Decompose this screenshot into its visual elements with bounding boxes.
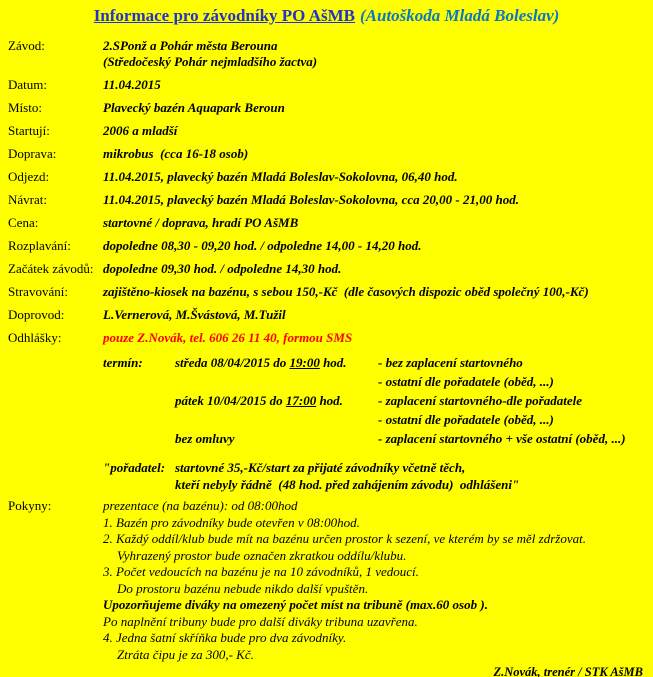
pokyny-line: 4. Jedna šatní skříňka bude pro dva závodníky.: [103, 630, 347, 645]
row-zavod-label: Závod:: [8, 38, 45, 53]
deadline-time-underlined: 19:00: [289, 355, 320, 370]
pokyny-line: Do prostoru bazénu nebude nikdo další vpuštěn.: [117, 580, 369, 596]
row-rozplavani: [8, 238, 653, 254]
row-cena-label: Cena:: [8, 215, 39, 230]
pokyny-line: Vyhrazený prostor bude označen zkratkou oddílu/klubu.: [117, 547, 407, 563]
row-doprovod: [8, 307, 653, 323]
row-stravovani: [8, 284, 653, 300]
row-cena-value: startovné / doprava, hradí PO AšMB: [103, 215, 299, 230]
row-stravovani-value: zajištěno-kiosek na bazénu, s sebou 150,-Kč (dle časových dispozic oběd společný 100,-Kč): [103, 284, 589, 299]
row-zavod: [8, 38, 653, 70]
row-odjezd-value: 11.04.2015, plavecký bazén Mladá Boleslav-Sokolovna, 06,40 hod.: [103, 169, 458, 184]
deadline-date: středa 08/04/2015 do 19:00 hod.: [175, 355, 347, 370]
page-title: [0, 6, 653, 26]
row-misto: [8, 100, 653, 116]
pokyny-line: Po naplnění tribuny bude pro další diváky tribuna uzavřena.: [103, 613, 418, 629]
pokyny-line: 3. Počet vedoucích na bazénu je na 10 závodníků, 1 vedoucí.: [103, 564, 419, 579]
deadline-row: [103, 353, 653, 372]
row-stravovani-label: Stravování:: [8, 284, 68, 299]
poradatel-label: "pořadatel:: [103, 460, 166, 475]
deadline-row: [103, 372, 653, 391]
row-doprava: [8, 146, 653, 162]
deadline-note: - ostatní dle pořadatele (oběd, ...): [378, 412, 554, 427]
row-datum-label: Datum:: [8, 77, 47, 92]
page-title-main: Informace pro závodníky PO AšMB: [93, 6, 355, 25]
row-rozplavani-value: dopoledne 08,30 - 09,20 hod. / odpoledne 14,00 - 14,20 hod.: [103, 238, 422, 253]
pokyny-line: 2. Každý oddíl/klub bude mít na bazénu určen prostor k sezení, ve kterém by se měl zdržovat.: [103, 531, 586, 546]
row-misto-label: Místo:: [8, 100, 42, 115]
row-odhlasky-label: Odhlášky:: [8, 330, 62, 345]
deadline-note: - zaplacení startovného + vše ostatní (oběd, ...): [378, 431, 626, 446]
row-zavod-value: 2.SPonž a Pohár města Berouna: [103, 38, 278, 53]
row-navrat-label: Návrat:: [8, 192, 47, 207]
page-title-sub: (Autoškoda Mladá Boleslav): [360, 6, 560, 25]
row-navrat-value: 11.04.2015, plavecký bazén Mladá Boleslav-Sokolovna, cca 20,00 - 21,00 hod.: [103, 192, 519, 207]
pokyny-label: Pokyny:: [8, 498, 52, 513]
deadline-note: - zaplacení startovného-dle pořadatele: [378, 393, 583, 408]
row-odjezd-label: Odjezd:: [8, 169, 50, 184]
row-startuji-value: 2006 a mladší: [103, 123, 178, 138]
row-doprava-value: mikrobus (cca 16-18 osob): [103, 146, 249, 161]
row-doprovod-label: Doprovod:: [8, 307, 65, 322]
deadline-row: [103, 429, 653, 448]
poradatel-line2: kteří nebyly řádně (48 hod. před zahájením závodu) odhlášeni": [175, 477, 520, 492]
deadline-note: - bez zaplacení startovného: [378, 355, 523, 370]
row-navrat: [8, 192, 653, 208]
row-cena: [8, 215, 653, 231]
row-misto-value: Plavecký bazén Aquapark Beroun: [103, 100, 285, 115]
row-zacatek-zavodu-value: dopoledne 09,30 hod. / odpoledne 14,30 hod.: [103, 261, 342, 276]
row-odhlasky: [8, 330, 653, 346]
poradatel-note: [103, 459, 653, 493]
row-zacatek-zavodu-label: Začátek závodů:: [8, 261, 94, 276]
deadline-row: [103, 391, 653, 410]
pokyny-section: [8, 498, 653, 663]
deadline-note: - ostatní dle pořadatele (oběd, ...): [378, 374, 554, 389]
row-datum: [8, 77, 653, 93]
row-rozplavani-label: Rozplavání:: [8, 238, 71, 253]
row-datum-value: 11.04.2015: [103, 77, 161, 92]
pokyny-line-warning: Upozorňujeme diváky na omezený počet míst na tribuně (max.60 osob ).: [103, 597, 488, 612]
row-odhlasky-value: pouze Z.Novák, tel. 606 26 11 40, formou SMS: [103, 330, 353, 345]
row-zavod-value-line2: (Středočeský Pohár nejmladšího žactva): [103, 54, 318, 69]
row-doprava-label: Doprava:: [8, 146, 57, 161]
deadline-row: [103, 410, 653, 429]
termin-label: termín:: [103, 355, 143, 370]
row-startuji: [8, 123, 653, 139]
deadline-time-underlined: 17:00: [285, 393, 317, 408]
pokyny-line: 1. Bazén pro závodníky bude otevřen v 08:00hod.: [103, 514, 360, 530]
poradatel-line1: startovné 35,-Kč/start za přijaté závodníky včetně těch,: [175, 460, 466, 475]
deadline-date: bez omluvy: [175, 431, 235, 446]
row-odjezd: [8, 169, 653, 185]
row-doprovod-value: L.Vernerová, M.Švástová, M.Tužil: [103, 307, 286, 322]
pokyny-line: prezentace (na bazénu): od 08:00hod: [103, 498, 298, 513]
row-zacatek-zavodu: [8, 261, 653, 277]
pokyny-line: Ztráta čipu je za 300,- Kč.: [117, 646, 254, 662]
deadline-date: pátek 10/04/2015 do 17:00 hod.: [175, 393, 343, 408]
signature: Z.Novák, trenér / STK AšMB: [493, 665, 643, 677]
row-startuji-label: Startují:: [8, 123, 50, 138]
